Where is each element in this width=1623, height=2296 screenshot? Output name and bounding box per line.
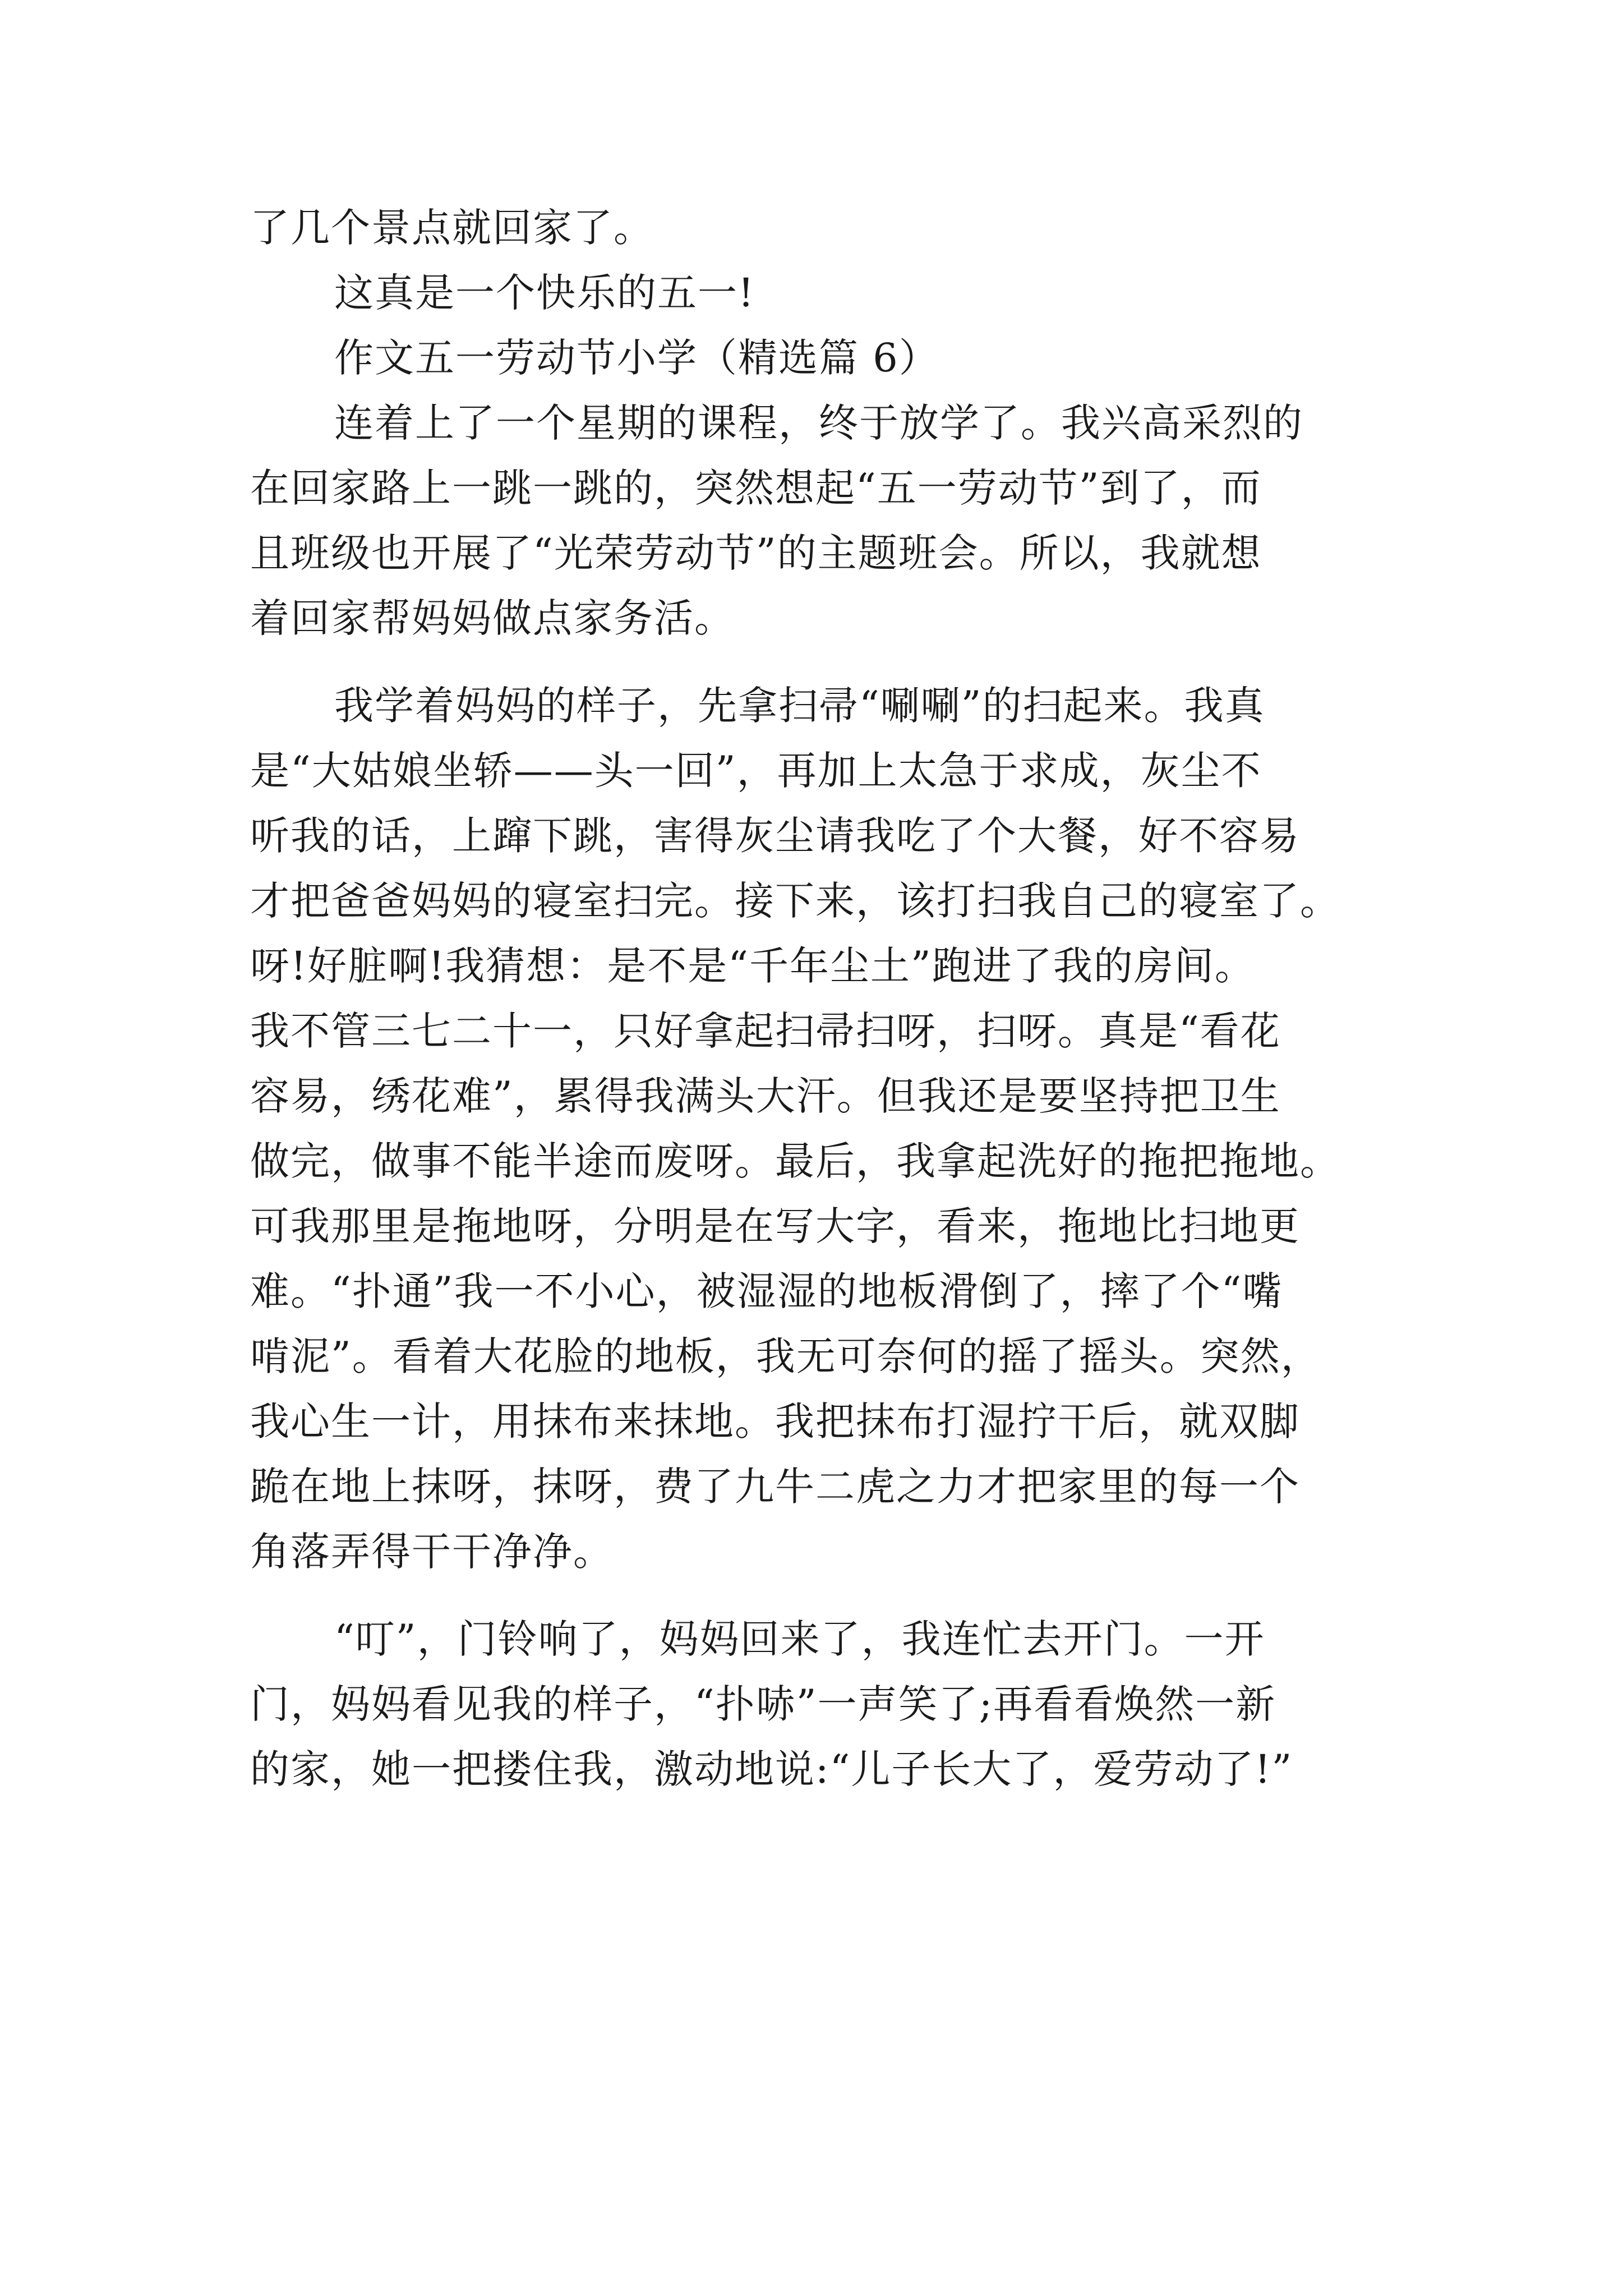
text-line: 门，妈妈看见我的样子，“扑哧”一声笑了;再看看焕然一新 (250, 1681, 1276, 1727)
text-line: 在回家路上一跳一跳的，突然想起“五一劳动节”到了，而 (250, 465, 1262, 511)
document-body (250, 195, 1433, 1802)
text-line: 才把爸爸妈妈的寝室扫完。接下来，该打扫我自己的寝室了。 (250, 878, 1340, 924)
text-line: 呀!好脏啊!我猜想：是不是“千年尘土”跑进了我的房间。 (250, 943, 1255, 989)
text-line: 我不管三七二十一，只好拿起扫帚扫呀，扫呀。真是“看花 (250, 1008, 1281, 1054)
text-line: 容易，绣花难”，累得我满头大汗。但我还是要坚持把卫生 (250, 1073, 1281, 1119)
text-line: 是“大姑娘坐轿——头一回”，再加上太急于求成，灰尘不 (250, 748, 1262, 794)
text-line: 连着上了一个星期的课程，终于放学了。我兴高采烈的 (334, 400, 1303, 446)
text-line: 做完，做事不能半途而废呀。最后，我拿起洗好的拖把拖地。 (250, 1138, 1340, 1184)
text-line: 我学着妈妈的样子，先拿扫帚“唰唰”的扫起来。我真 (334, 683, 1265, 729)
text-line: “叮”，门铃响了，妈妈回来了，我连忙去开门。一开 (334, 1616, 1265, 1662)
text-line: 了几个景点就回家了。 (250, 205, 654, 251)
text-line: 的家，她一把搂住我，激动地说:“儿子长大了，爱劳动了!” (250, 1746, 1293, 1792)
text-line: 听我的话，上蹿下跳，害得灰尘请我吃了个大餐，好不容易 (250, 813, 1300, 859)
text-line: 角落弄得干干净净。 (250, 1529, 614, 1575)
text-line: 着回家帮妈妈做点家务活。 (250, 595, 735, 641)
text-line: 跪在地上抹呀，抹呀，费了九牛二虎之力才把家里的每一个 (250, 1464, 1300, 1510)
text-line: 啃泥”。看着大花脸的地板，我无可奈何的摇了摇头。突然， (250, 1333, 1321, 1379)
text-line: 难。“扑通”我一不小心，被湿湿的地板滑倒了，摔了个“嘴 (250, 1268, 1283, 1314)
text-line: 且班级也开展了“光荣劳动节”的主题班会。所以，我就想 (250, 530, 1262, 576)
text-line: 这真是一个快乐的五一! (334, 270, 755, 316)
text-line: 可我那里是拖地呀，分明是在写大字，看来，拖地比扫地更 (250, 1203, 1300, 1249)
text-line: 我心生一计，用抹布来抹地。我把抹布打湿拧干后，就双脚 (250, 1398, 1300, 1444)
section-title: 作文五一劳动节小学（精选篇 6） (334, 335, 939, 381)
